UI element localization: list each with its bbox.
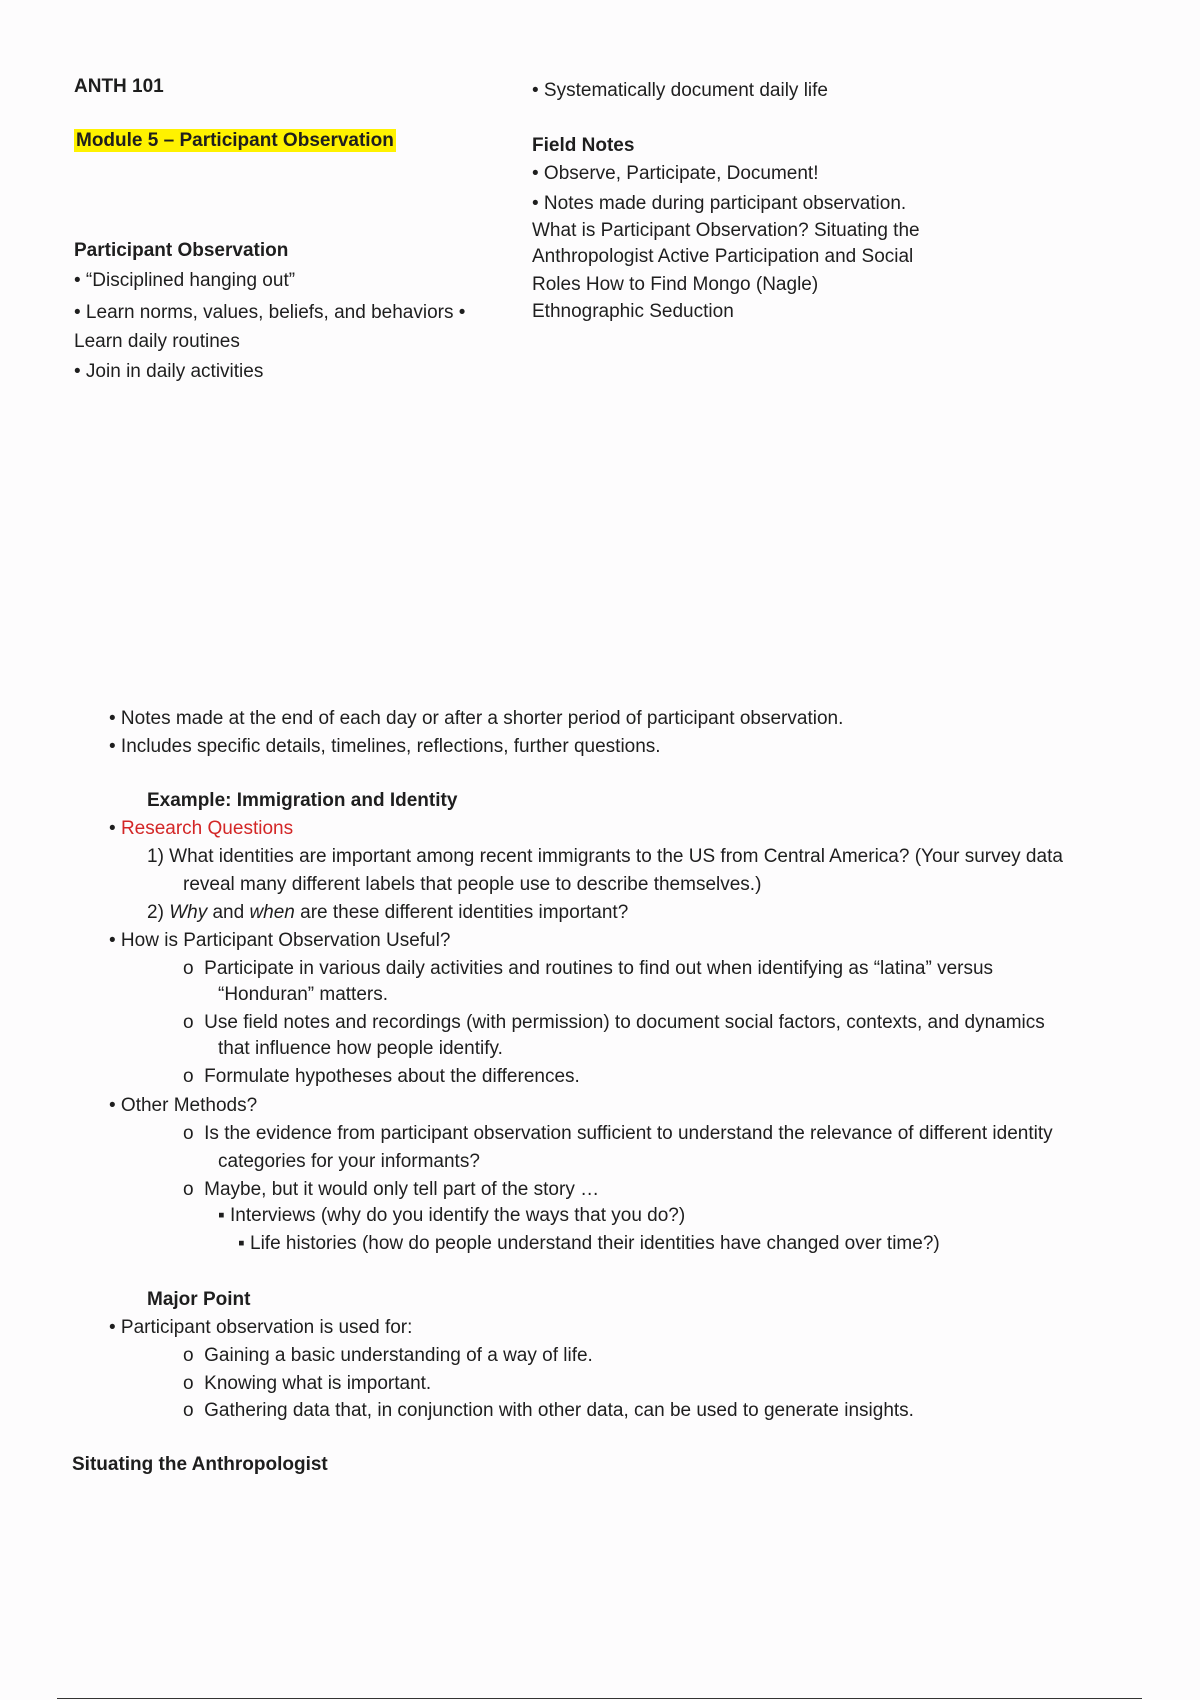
- major-item-2: [183, 1371, 431, 1396]
- useful-item-2-line-2: that influence how people identify.: [218, 1038, 503, 1059]
- major-intro: • Participant observation is used for:: [109, 1317, 413, 1338]
- field-notes-heading: Field Notes: [532, 135, 635, 156]
- rq1-line-1: 1) What identities are important among recent immigrants to the US from Central America? (Your survey data: [147, 846, 1063, 867]
- other-item-1-text: Is the evidence from participant observation sufficient to understand the relevance of different identity: [204, 1123, 1053, 1144]
- left-item-1: • “Disciplined hanging out”: [74, 270, 296, 291]
- rq2-line: [147, 900, 628, 925]
- major-item-1: [183, 1343, 593, 1368]
- useful-item-2-line-1: [183, 1010, 1045, 1035]
- module-title-highlight: Module 5 – Participant Observation: [76, 130, 394, 151]
- useful-item-3-text: Formulate hypotheses about the differences.: [204, 1066, 580, 1087]
- notes-item-2: • Includes specific details, timelines, reflections, further questions.: [109, 736, 661, 757]
- field-notes-item-2: • Notes made during participant observation.: [532, 193, 907, 214]
- useful-item-3-line-1: [183, 1064, 580, 1089]
- circle-bullet: o: [183, 1012, 194, 1033]
- rq2-when: when: [249, 902, 295, 923]
- life-histories-item: ▪ Life histories (how do people understand their identities have changed over time?): [238, 1233, 940, 1254]
- other-item-2: [183, 1177, 599, 1202]
- other-methods-heading: • Other Methods?: [109, 1095, 258, 1116]
- useful-item-1-line-2: “Honduran” matters.: [218, 984, 389, 1005]
- left-item-4: • Join in daily activities: [74, 361, 264, 382]
- research-questions-label: Research Questions: [120, 818, 294, 839]
- rq2-why: Why: [169, 902, 208, 923]
- useful-item-1-line-1: [183, 956, 993, 981]
- major-item-3: [183, 1398, 914, 1423]
- toc-line-1: What is Participant Observation? Situating the: [532, 220, 920, 241]
- useful-heading: • How is Participant Observation Useful?: [109, 930, 451, 951]
- interviews-item: ▪ Interviews (why do you identify the ways that you do?): [218, 1205, 686, 1226]
- circle-bullet: o: [183, 1066, 194, 1087]
- toc-line-4: Ethnographic Seduction: [532, 301, 734, 322]
- participant-observation-heading: Participant Observation: [74, 240, 289, 261]
- research-questions-item: [109, 816, 293, 841]
- circle-bullet: o: [183, 1345, 194, 1366]
- circle-bullet: o: [183, 1373, 194, 1394]
- situating-heading: Situating the Anthropologist: [72, 1454, 328, 1475]
- example-heading: Example: Immigration and Identity: [147, 790, 458, 811]
- rq1-line-2: reveal many different labels that people use to describe themselves.): [183, 874, 762, 895]
- module-title: [74, 128, 396, 153]
- circle-bullet: o: [183, 1123, 194, 1144]
- circle-bullet: o: [183, 1400, 194, 1421]
- other-item-1-line-1: [183, 1121, 1053, 1146]
- circle-bullet: o: [183, 1179, 194, 1200]
- circle-bullet: o: [183, 958, 194, 979]
- major-item-3-text: Gathering data that, in conjunction with other data, can be used to generate insights.: [204, 1400, 914, 1421]
- field-notes-item-1: • Observe, Participate, Document!: [532, 163, 819, 184]
- course-code: ANTH 101: [74, 76, 164, 97]
- other-item-1-line-2: categories for your informants?: [218, 1151, 480, 1172]
- notes-item-1: • Notes made at the end of each day or after a shorter period of participant observation.: [109, 708, 844, 729]
- page-bottom-rule: [57, 1698, 1142, 1699]
- right-top-item: • Systematically document daily life: [532, 80, 828, 101]
- useful-item-1-text: Participate in various daily activities and routines to find out when identifying as “latina” versus: [204, 958, 994, 979]
- rq2-and: and: [207, 902, 250, 923]
- toc-line-2: Anthropologist Active Participation and Social: [532, 246, 914, 267]
- left-item-3: Learn daily routines: [74, 331, 240, 352]
- rq2-rest: are these different identities important?: [294, 902, 629, 923]
- major-item-2-text: Knowing what is important.: [204, 1373, 432, 1394]
- other-item-2-text: Maybe, but it would only tell part of the story …: [204, 1179, 600, 1200]
- left-item-2: • Learn norms, values, beliefs, and behaviors •: [74, 302, 466, 323]
- rq2-prefix: 2): [147, 902, 170, 923]
- major-item-1-text: Gaining a basic understanding of a way of life.: [204, 1345, 593, 1366]
- toc-line-3: Roles How to Find Mongo (Nagle): [532, 274, 819, 295]
- major-point-heading: Major Point: [147, 1289, 251, 1310]
- bullet-dot: •: [109, 818, 121, 839]
- useful-item-2-text: Use field notes and recordings (with permission) to document social factors, contexts, and dynamics: [204, 1012, 1045, 1033]
